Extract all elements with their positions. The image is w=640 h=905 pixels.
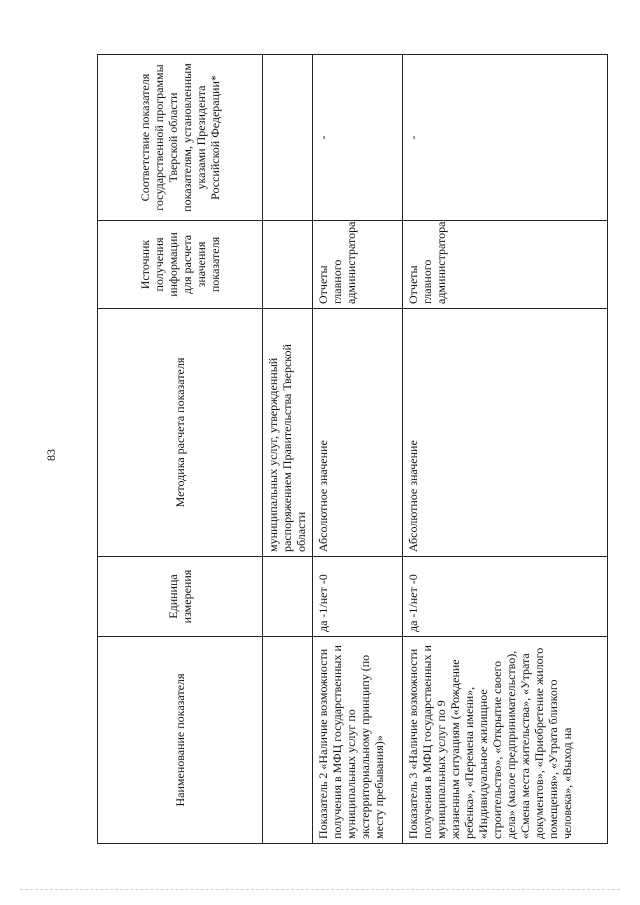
indicator-table: [97, 54, 608, 844]
row-name: Показатель 3 «Наличие возможности получения в МФЦ государственных и муниципальных услуг по 9 жизненным ситуациям («Рождение ребенка», «Перемена имени», «Индивидуальное жилищное строительство», «Открытие своего дела» (малое предпринимательство), «Смена места жительства», «Утрата документов», «Приобретение жилого помещения», «Утрата близкого человека», «Выход на: [403, 637, 608, 844]
row-name: [263, 637, 313, 844]
scan-edge-divider: [20, 889, 620, 891]
row-method: муниципальных услуг, утвержденный распоряжением Правительства Тверской области: [263, 309, 313, 557]
header-row: [98, 55, 263, 844]
row-compliance: -: [313, 55, 403, 221]
table-row: [403, 55, 608, 844]
row-method: Абсолютное значение: [403, 309, 608, 557]
row-method: Абсолютное значение: [313, 309, 403, 557]
header-source: Источник получения информации для расчета значения показателя: [98, 221, 263, 309]
rotated-table-frame: [97, 55, 607, 844]
row-compliance: -: [403, 55, 608, 221]
row-unit: да -1/нет -0: [403, 557, 608, 637]
table-row: [263, 55, 313, 844]
header-method: Методика расчета показателя: [98, 309, 263, 557]
row-source: [263, 221, 313, 309]
page-number: 83: [44, 449, 58, 461]
header-unit: Единица измерения: [98, 557, 263, 637]
header-name: Наименование показателя: [98, 637, 263, 844]
header-compliance: Соответствие показателя государственной программы Тверской области показателям, установленным указами Президента Российской Федерации*: [98, 55, 263, 221]
row-name: Показатель 2 «Наличие возможности получения в МФЦ государственных и муниципальных услуг по экстерриториальному принципу (по месту пребывания)»: [313, 637, 403, 844]
row-unit: да -1/нет -0: [313, 557, 403, 637]
row-compliance: [263, 55, 313, 221]
row-source: Отчеты главного администратора: [403, 221, 608, 309]
row-unit: [263, 557, 313, 637]
table-row: [313, 55, 403, 844]
row-source: Отчеты главного администратора: [313, 221, 403, 309]
indicator-table-container: [97, 55, 640, 839]
